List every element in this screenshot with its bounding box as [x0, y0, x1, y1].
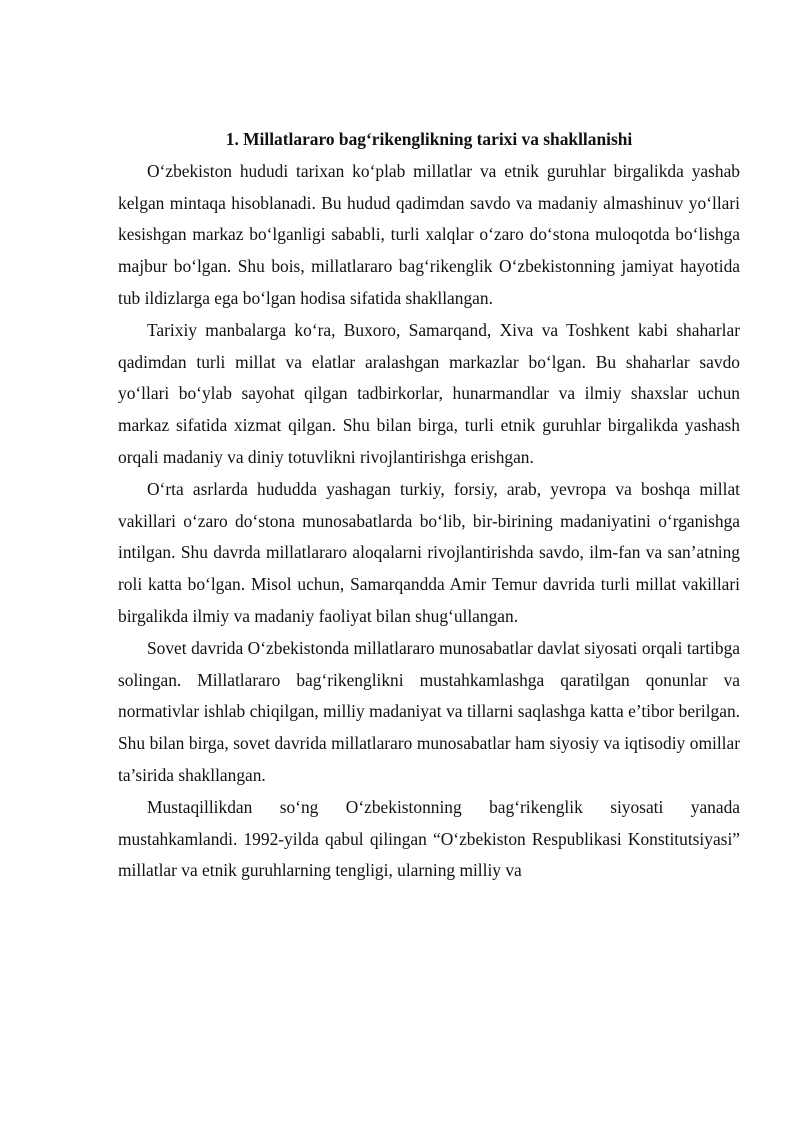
- paragraph-5: Mustaqillikdan so‘ng O‘zbekistonning bag‘rikenglik siyosati yanada mustahkamlandi. 1992-yilda qabul qilingan “O‘zbekiston Respublikasi Konstitutsiyasi” millatlar va etnik guruhlarning tengligi, ularning milliy va: [118, 796, 740, 881]
- paragraph-1: O‘zbekiston hududi tarixan ko‘plab millatlar va etnik guruhlar birgalikda yashab kelgan mintaqa hisoblanadi. Bu hudud qadimdan savdo va madaniy almashinuv yo‘llari kesishgan markaz bo‘lganligi sababli, turli xalqlar o‘zaro do‘stona muloqotda bo‘lishga majbur bo‘lgan. Shu bois, millatlararo bag‘rikenglik O‘zbekistonning jamiyat hayotida tub ildizlarga ega bo‘lgan hodisa sifatida shakllangan.: [118, 160, 740, 308]
- paragraph-4: Sovet davrida O‘zbekistonda millatlararo munosabatlar davlat siyosati orqali tartibga solingan. Millatlararo bag‘rikenglikni mustahkamlashga qaratilgan qonunlar va normativlar ishlab chiqilgan, milliy madaniyat va tillarni saqlashga katta e’tibor berilgan. Shu bilan birga, sovet davrida millatlararo munosabatlar ham siyosiy va iqtisodiy omillar ta’sirida shakllangan.: [118, 637, 740, 785]
- paragraph-3: O‘rta asrlarda hududda yashagan turkiy, forsiy, arab, yevropa va boshqa millat vakillari o‘zaro do‘stona munosabatlarda bo‘lib, bir-birining madaniyatini o‘rganishga intilgan. Shu davrda millatlararo aloqalarni rivojlantirishda savdo, ilm-fan va san’atning roli katta bo‘lgan. Misol uchun, Samarqandda Amir Temur davrida turli millat vakillari birgalikda ilmiy va madaniy faoliyat bilan shug‘ullangan.: [118, 478, 740, 626]
- document-body: [118, 124, 740, 887]
- paragraph-2: Tarixiy manbalarga ko‘ra, Buxoro, Samarqand, Xiva va Toshkent kabi shaharlar qadimdan turli millat va elatlar aralashgan markazlar bo‘lgan. Bu shaharlar savdo yo‘llari bo‘ylab sayohat qilgan tadbirkorlar, hunarmandlar va ilmiy shaxslar uchun markaz sifatida xizmat qilgan. Shu bilan birga, turli etnik guruhlar birgalikda yashash orqali madaniy va diniy totuvlikni rivojlantirishga erishgan.: [118, 319, 740, 467]
- section-title: 1. Millatlararo bag‘rikenglikning tarixi va shakllanishi: [225, 129, 633, 149]
